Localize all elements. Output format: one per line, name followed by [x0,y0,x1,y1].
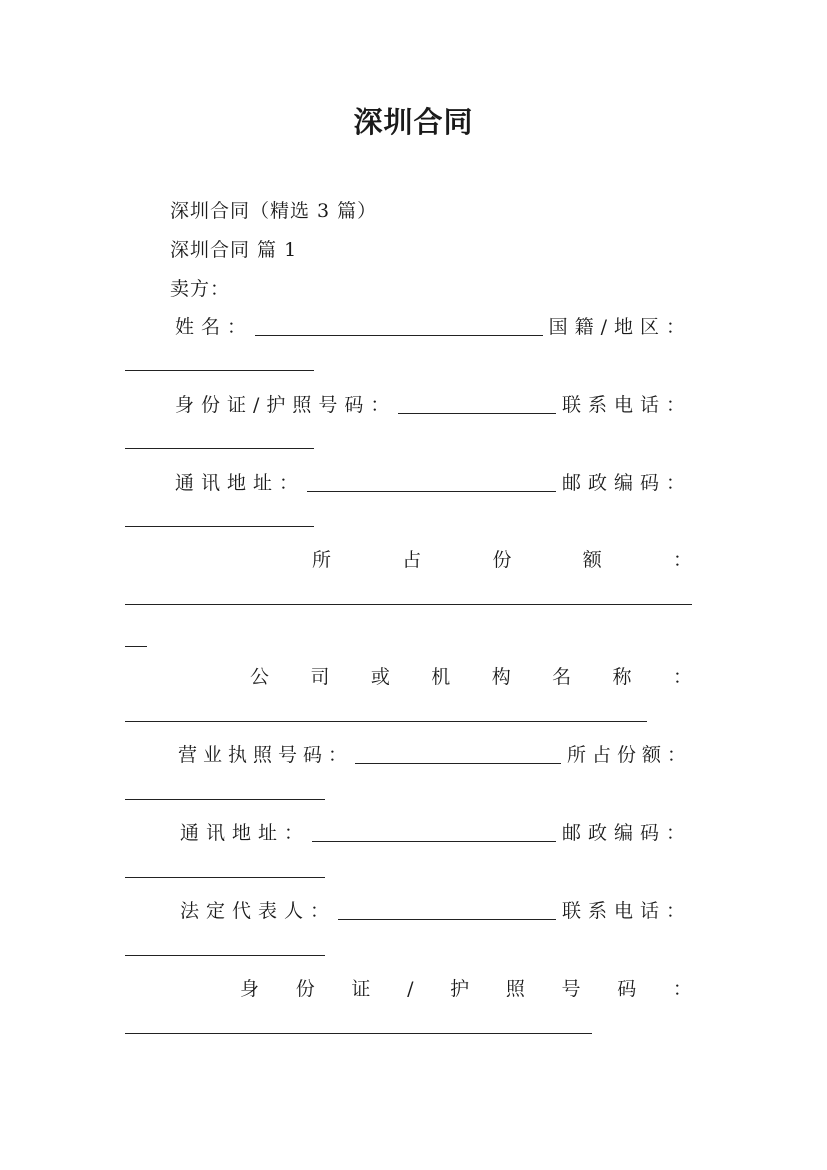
company-name-char: 或 [370,666,390,688]
company-postcode-label: 邮政编码： [561,822,692,844]
company-id-char: 号 [561,978,581,1000]
intro-subtitle: 深圳合同（精选 3 篇） [170,200,378,222]
seller-share-char: ： [672,549,692,571]
seller-id-label: 身份证/护照号码： [175,394,397,416]
company-id-char: 份 [295,978,315,1000]
company-phone-blank[interactable] [125,955,325,956]
company-name-char: 公 [250,666,270,688]
company-id-char: ： [672,978,692,1000]
seller-name-label: 姓名： [175,316,254,338]
company-license-row [178,740,692,770]
seller-postcode-blank[interactable] [125,526,314,527]
company-rep-blank[interactable] [338,919,556,920]
seller-id-row [175,390,692,420]
company-id-char: 身 [240,978,260,1000]
company-name-char: 机 [431,666,451,688]
company-share-blank[interactable] [125,799,325,800]
seller-id-blank[interactable] [398,413,556,414]
seller-share-char: 占 [402,549,422,571]
seller-share-char: 所 [312,549,332,571]
seller-heading: 卖方： [170,278,231,300]
company-name-blank[interactable] [125,721,647,722]
company-name-char: 名 [552,666,572,688]
company-phone-label: 联系电话： [561,900,692,922]
company-address-blank[interactable] [312,841,556,842]
company-postcode-blank[interactable] [125,877,325,878]
company-id-label [240,974,692,1004]
seller-nationality-label: 国籍/地区： [548,316,692,338]
company-rep-label: 法定代表人： [180,900,337,922]
company-share-label: 所占份额： [566,744,692,766]
company-name-label [250,662,692,692]
company-license-blank[interactable] [355,763,561,764]
seller-postcode-label: 邮政编码： [561,472,692,494]
seller-phone-label: 联系电话： [561,394,692,416]
company-address-row [180,818,692,848]
section-heading: 深圳合同 篇 1 [170,239,298,261]
company-name-char: ： [672,666,692,688]
seller-name-blank[interactable] [255,335,543,336]
seller-name-row [175,312,692,342]
seller-phone-blank[interactable] [125,448,314,449]
seller-share-blank[interactable] [125,604,692,605]
company-name-char: 司 [310,666,330,688]
seller-nationality-blank[interactable] [125,370,314,371]
seller-address-label: 通讯地址： [175,472,306,494]
company-id-blank[interactable] [125,1033,592,1034]
seller-share-char: 额 [582,549,602,571]
seller-share-char: 份 [492,549,512,571]
company-name-char: 构 [491,666,511,688]
company-id-char: 照 [505,978,525,1000]
company-name-char: 称 [612,666,632,688]
company-id-char: / [407,978,414,1000]
company-license-label: 营业执照号码： [178,744,354,766]
seller-share-label [312,545,692,575]
seller-share-blank-end[interactable] [125,646,147,647]
company-address-label: 通讯地址： [180,822,311,844]
seller-address-blank[interactable] [307,491,556,492]
company-id-char: 护 [450,978,470,1000]
seller-address-row [175,468,692,498]
company-id-char: 码 [617,978,637,1000]
company-id-char: 证 [351,978,371,1000]
company-rep-row [180,896,692,926]
document-title: 深圳合同 [353,105,474,139]
